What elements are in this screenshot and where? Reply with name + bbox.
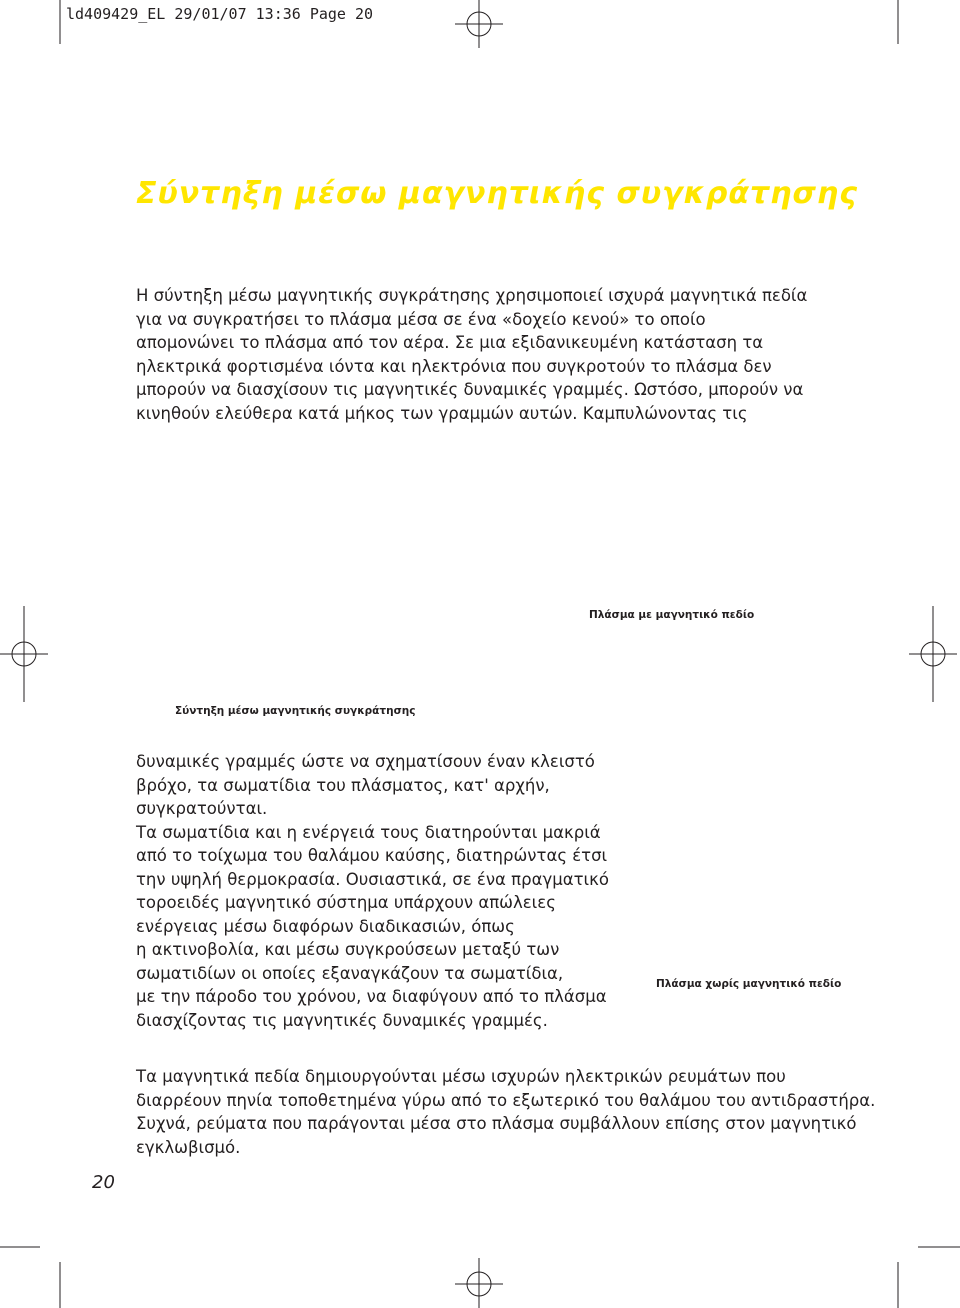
text-line: εγκλωβισμό.: [136, 1137, 241, 1157]
closing-paragraph: [136, 1065, 875, 1159]
text-line: απομονώνει το πλάσμα από τον αέρα. Σε μια εξιδανικευμένη κατάσταση τα: [136, 333, 764, 352]
text-line: ενέργειας μέσω διαφόρων διαδικασιών, όπως: [136, 916, 515, 936]
text-line: με την πάροδο του χρόνου, να διαφύγουν από το πλάσμα: [136, 987, 607, 1006]
text-line: διαρρέουν πηνία τοποθετημένα γύρω από το εξωτερικό του θαλάμου του αντιδραστήρα.: [136, 1090, 876, 1110]
text-line: διασχίζοντας τις μαγνητικές δυναμικές γραμμές.: [136, 1010, 548, 1030]
text-line: την υψηλή θερμοκρασία. Ουσιαστικά, σε ένα πραγματικό: [136, 869, 609, 889]
text-line: ηλεκτρικά φορτισμένα ιόντα και ηλεκτρόνια που συγκροτούν το πλάσμα δεν: [136, 356, 772, 376]
registration-mark-top: [455, 0, 503, 48]
print-slug: ld409429_EL 29/01/07 13:36 Page 20: [66, 5, 374, 23]
text-line: Η σύντηξη μέσω μαγνητικής συγκράτησης χρησιμοποιεί ισχυρά μαγνητικά πεδία: [136, 286, 808, 305]
text-line: βρόχο, τα σωματίδια του πλάσματος, κατ' αρχήν,: [136, 775, 550, 795]
caption-plasma-without-field: Πλάσμα χωρίς μαγνητικό πεδίο: [656, 978, 842, 990]
registration-mark-right: [909, 606, 957, 702]
text-line: Τα μαγνητικά πεδία δημιουργούνται μέσω ισχυρών ηλεκτρικών ρευμάτων που: [136, 1067, 786, 1086]
body-paragraph: [136, 750, 609, 1032]
registration-mark-left: [0, 606, 48, 702]
caption-plasma-with-field: Πλάσμα με μαγνητικό πεδίο: [589, 609, 755, 621]
text-line: συγκρατούνται.: [136, 799, 268, 818]
intro-paragraph: [136, 284, 807, 425]
registration-mark-bottom: [455, 1258, 503, 1308]
text-line: τοροειδές μαγνητικό σύστημα υπάρχουν απώλειες: [136, 893, 556, 912]
page-title: Σύντηξη μέσω μαγνητικής συγκράτησης: [136, 176, 858, 211]
text-line: μπορούν να διασχίσουν τις μαγνητικές δυναμικές γραμμές. Ωστόσο, μπορούν να: [136, 380, 804, 399]
text-line: για να συγκρατήσει το πλάσμα μέσα σε ένα «δοχείο κενού» το οποίο: [136, 309, 706, 329]
text-line: η ακτινοβολία, και μέσω συγκρούσεων μεταξύ των: [136, 940, 560, 959]
caption-fusion: Σύντηξη μέσω μαγνητικής συγκράτησης: [175, 705, 416, 717]
text-line: από το τοίχωμα του θαλάμου καύσης, διατηρώντας έτσι: [136, 846, 608, 865]
text-line: Συχνά, ρεύματα που παράγονται μέσα στο πλάσμα συμβάλλουν επίσης στον μαγνητικό: [136, 1114, 857, 1133]
text-line: δυναμικές γραμμές ώστε να σχηματίσουν έναν κλειστό: [136, 752, 595, 771]
page-number: 20: [92, 1172, 115, 1193]
text-line: Τα σωματίδια και η ενέργειά τους διατηρούνται μακριά: [136, 822, 601, 842]
text-line: σωματιδίων οι οποίες εξαναγκάζουν τα σωματίδια,: [136, 963, 564, 983]
text-line: κινηθούν ελεύθερα κατά μήκος των γραμμών αυτών. Καμπυλώνοντας τις: [136, 403, 748, 423]
